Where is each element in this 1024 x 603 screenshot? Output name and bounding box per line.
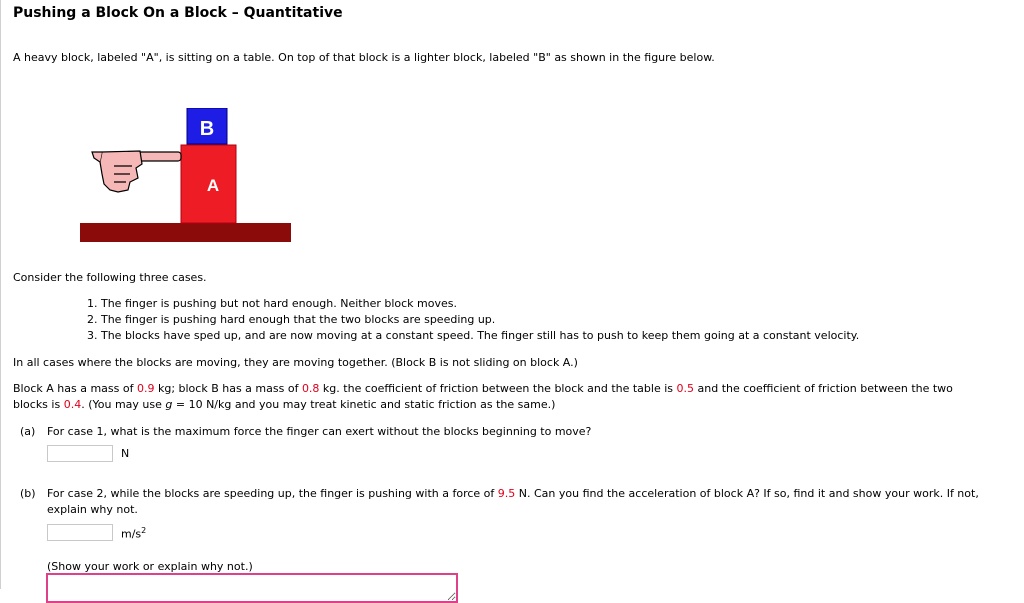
answer-b-input[interactable] (47, 524, 113, 541)
mass-b-value: 0.8 (301, 382, 320, 395)
answer-a-input[interactable] (47, 445, 113, 462)
question-b-text-part: N. Can you find the acceleration of block A? If so, find it and show your work. If not, (515, 487, 979, 500)
force-value: 9.5 (497, 487, 516, 500)
block-a-label: A (206, 176, 220, 195)
question-a-text: For case 1, what is the maximum force the finger can exert without the blocks beginning to move? (47, 425, 592, 438)
work-label: (Show your work or explain why not.) (47, 560, 253, 573)
answer-b-unit (121, 526, 146, 541)
params-line-2 (13, 398, 555, 411)
work-textarea[interactable] (46, 573, 458, 603)
question-b-text (47, 487, 979, 500)
block-figure (80, 108, 295, 244)
params-text: blocks is (13, 398, 64, 411)
params-text: kg; block B has a mass of (154, 382, 302, 395)
pointing-hand-icon (92, 151, 181, 192)
case-item: 1. The finger is pushing but not hard enough. Neither block moves. (87, 297, 458, 310)
params-line-1 (13, 382, 953, 395)
case-item: 3. The blocks have sped up, and are now moving at a constant speed. The finger still has to push to keep them going at a constant velocity. (87, 329, 860, 342)
mu-blocks-value: 0.4 (63, 398, 82, 411)
question-b-text-line2: explain why not. (47, 503, 138, 516)
block-b-label: B (199, 118, 215, 140)
answer-a-unit: N (121, 447, 130, 460)
params-text: = 10 N/kg and you may treat kinetic and static friction as the same.) (172, 398, 556, 411)
intro-text: A heavy block, labeled "A", is sitting on a table. On top of that block is a lighter block, labeled "B" as shown in the figure below. (13, 51, 715, 64)
table-surface (80, 223, 291, 242)
params-text: kg. the coefficient of friction between the block and the table is (319, 382, 677, 395)
mu-table-value: 0.5 (676, 382, 695, 395)
question-a-label: (a) (20, 425, 36, 438)
page-title: Pushing a Block On a Block – Quantitative (13, 5, 343, 21)
consider-text: Consider the following three cases. (13, 271, 207, 284)
case-item: 2. The finger is pushing hard enough that the two blocks are speeding up. (87, 313, 496, 326)
params-text: and the coefficient of friction between the two (694, 382, 953, 395)
mass-a-value: 0.9 (136, 382, 155, 395)
params-text: . (You may use (81, 398, 166, 411)
case-list (87, 296, 859, 344)
g-symbol: g (165, 398, 173, 411)
unit-exponent: 2 (141, 526, 147, 535)
question-b-text-part: For case 2, while the blocks are speeding up, the finger is pushing with a force of (47, 487, 498, 500)
question-b-label: (b) (20, 487, 36, 500)
page-left-border (0, 0, 1, 589)
params-text: Block A has a mass of (13, 382, 137, 395)
together-note: In all cases where the blocks are moving, they are moving together. (Block B is not sliding on block A.) (13, 356, 578, 369)
unit-base: m/s (121, 527, 142, 541)
